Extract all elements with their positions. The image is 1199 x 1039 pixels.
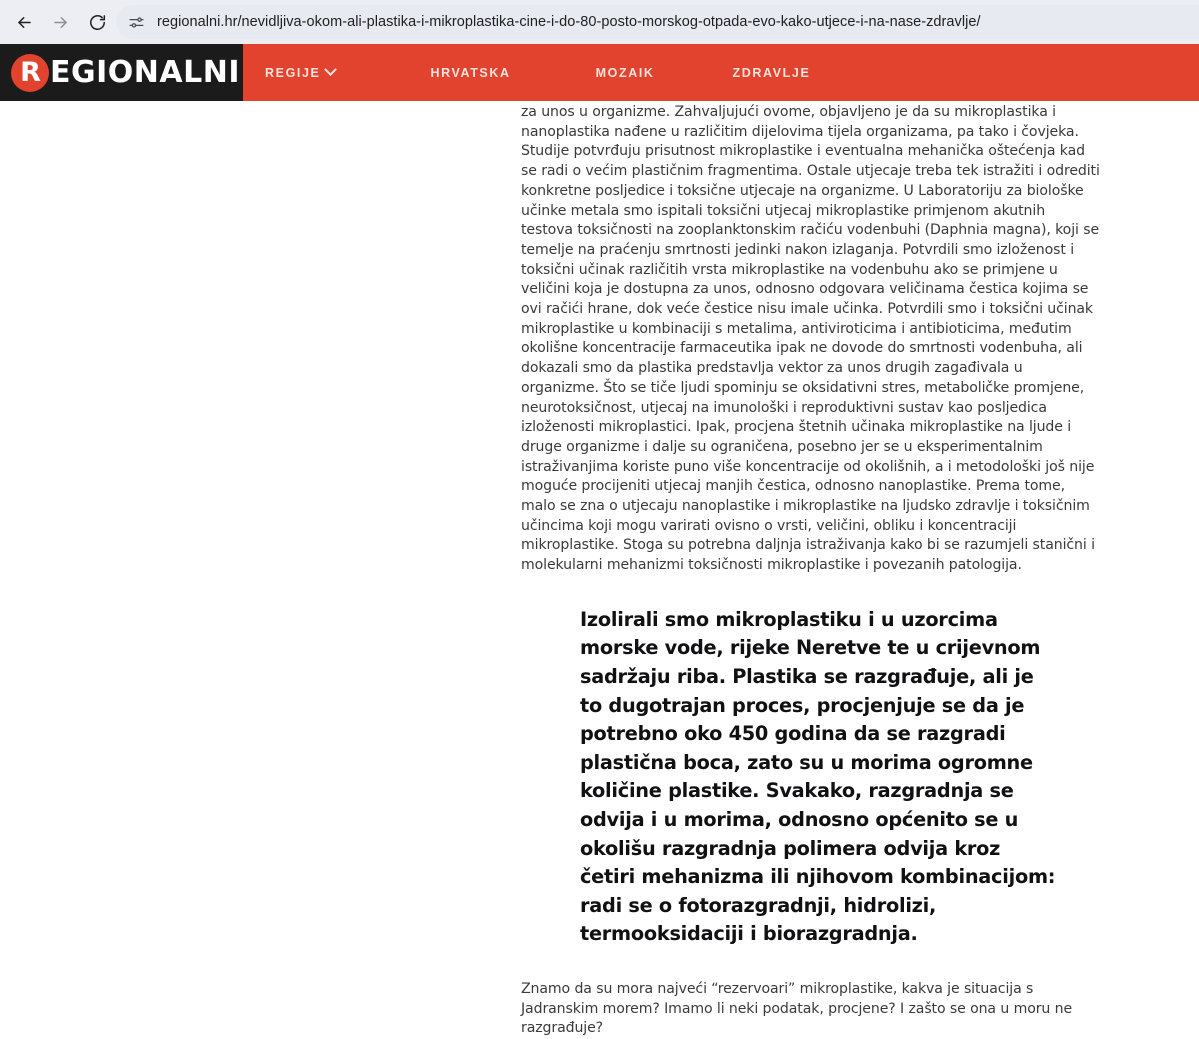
nav-item-regije-label: REGIJE	[265, 65, 321, 80]
main-navigation	[243, 44, 1199, 101]
chevron-down-icon	[325, 63, 338, 76]
article-content	[521, 103, 1101, 1039]
logo-letter: R	[20, 56, 40, 88]
site-settings-sliders-icon[interactable]	[122, 8, 150, 36]
reload-icon	[88, 13, 107, 32]
forward-arrow-icon	[51, 13, 70, 32]
back-arrow-icon	[15, 13, 34, 32]
address-bar[interactable]	[116, 5, 1199, 39]
nav-item-zdravlje[interactable]	[733, 66, 811, 80]
article-paragraph-2: Znamo da su mora najveći “rezervoari” mikroplastike, kakva je situacija s Jadranskim morem? Imamo li neki podatak, procjene? I zašto se ona u moru ne razgrađuje?	[521, 981, 1073, 1037]
nav-item-hrvatska[interactable]	[430, 66, 510, 80]
nav-item-regije[interactable]	[265, 66, 335, 80]
address-bar-text[interactable]: regionalni.hr/nevidljiva-okom-ali-plastika-i-mikroplastika-cine-i-do-80-posto-morskog-otpada-evo-kako-utjece-i-na-nase-zdravlje/	[157, 14, 981, 30]
nav-item-mozaik-label: MOZAIK	[595, 65, 655, 80]
nav-item-mozaik[interactable]	[596, 66, 655, 80]
nav-item-hrvatska-label: HRVATSKA	[430, 65, 511, 80]
reload-button[interactable]	[80, 5, 114, 39]
logo-r-circle-icon	[11, 54, 49, 92]
logo-wordmark: EGIONALNI	[50, 55, 240, 90]
site-logo[interactable]	[0, 44, 243, 101]
nav-item-zdravlje-label: ZDRAVLJE	[732, 65, 811, 80]
site-header	[0, 44, 1199, 101]
browser-toolbar	[0, 0, 1199, 44]
back-button[interactable]	[7, 5, 41, 39]
forward-button[interactable]	[43, 5, 77, 39]
article-pull-quote: Izolirali smo mikroplastiku i u uzorcima morske vode, rijeke Neretve te u crijevnom sadržaju riba. Plastika se razgrađuje, ali je to dugotrajan proces, procjenjuje se da je potrebno oko 450 godina da se razgradi plastična boca, zato su u morima ogromne količine plastike. Svakako, razgradnja se odvija i u morima, odnosno općenito se u okolišu razgradnja polimera odvija kroz četiri mehanizma ili njihovom kombinacijom: radi se o fotorazgradnji, hidrolizi, termooksidaciji i biorazgradnja.	[580, 607, 1056, 946]
article-paragraph-1: za unos u organizme. Zahvaljujući ovome, objavljeno je da su mikroplastika i nanoplastika nađene u različitim dijelovima tijela organizama, pa tako i čovjeka. Studije potvrđuju prisutnost mikroplastike i eventualna mehanička oštećenja kad se radi o većim plastičnim fragmentima. Ostale utjecaje treba tek istražiti i odrediti konkretne posljedice i toksične utjecaje na organizme. U Laboratoriju za biološke učinke metala smo ispitali toksični utjecaj mikroplastike primjenom akutnih testova toksičnosti na zooplanktonskim račiću vodenbuhi (Daphnia magna), koji se temelje na praćenju smrtnosti jedinki nakon izlaganja. Potvrdili smo izloženost i toksični učinak različitih vrsta mikroplastike na vodenbuhu ako se primjene u veličini koja je dostupna za unos, odnosno odgovara veličinama čestica kojima se ovi račići hrane, dok veće čestice nisu imale učinka. Potvrdili smo i toksični učinak mikroplastike u kombinaciji s metalima, antiviroticima i antibioticima, međutim okolišne koncentracije farmaceutika ipak ne dovode do smrtnosti vodenbuha, ali dokazali smo da plastika predstavlja vektor za unos drugih zagađivala u organizme. Što se tiče ljudi spominju se oksidativni stres, metaboličke promjene, neurotoksičnost, utjecaj na imunološki i reproduktivni sustav kao posljedica izloženosti mikroplastici. Ipak, procjena štetnih učinaka mikroplastike na ljude i druge organizme i dalje su ograničena, posebno jer se u eksperimentalnim istraživanjima koriste puno više koncentracije od okolišnih, a i metodološki još nije moguće procijeniti utjecaj manjih čestica, odnosno nanoplastike. Prema tome, malo se zna o utjecaju nanoplastike i mikroplastike na ljudsko zdravlje i toksičnim učincima koji mogu varirati ovisno o vrsti, veličini, obliku i koncentraciji mikroplastike. Stoga su potrebna daljnja istraživanja kako bi se razumjeli stanični i molekularni mehanizmi toksičnosti mikroplastike i povezanih patologija.	[521, 104, 1100, 574]
